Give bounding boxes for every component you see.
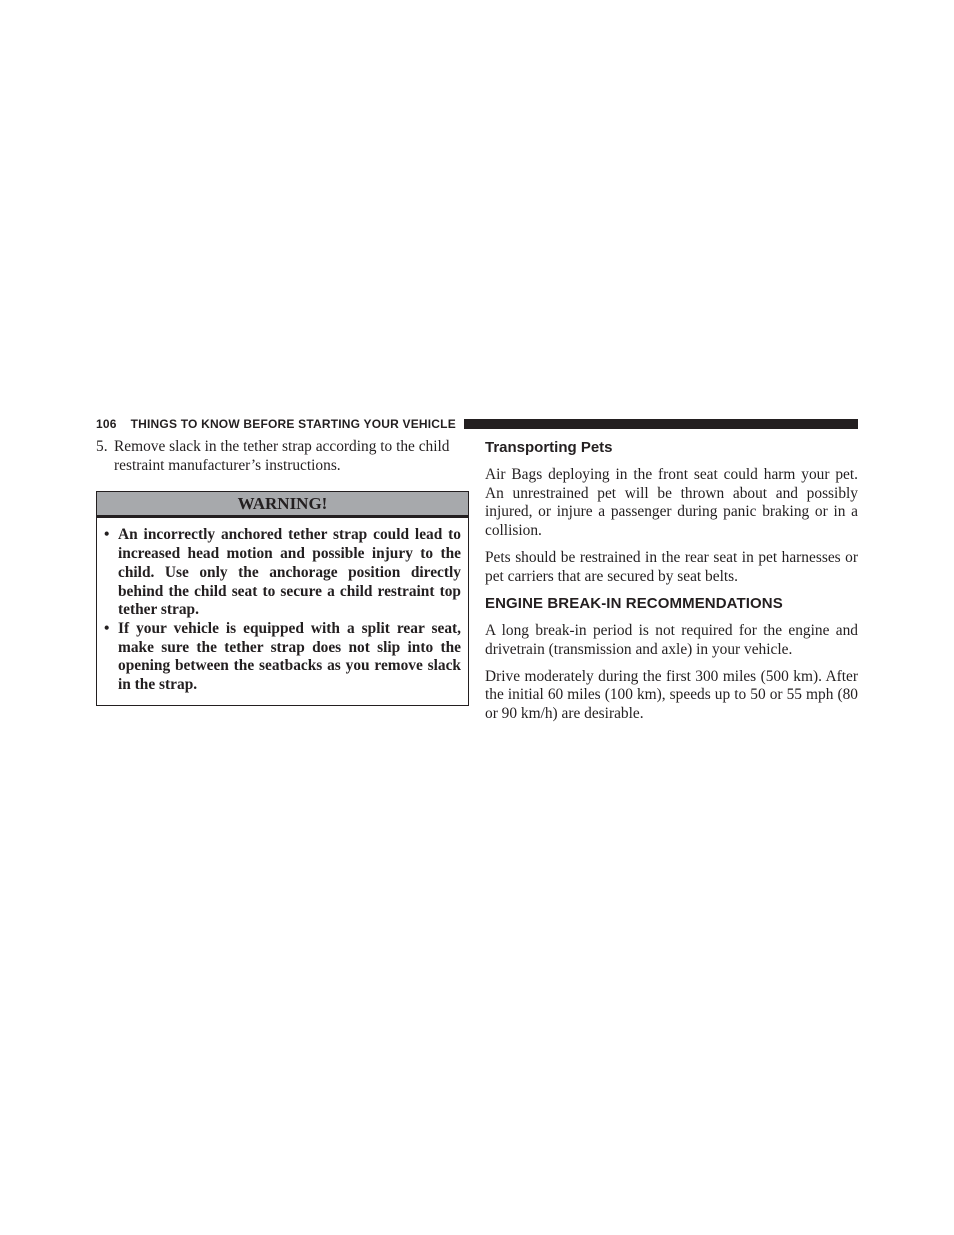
step-item: [96, 438, 469, 475]
warning-box: [96, 491, 469, 705]
page-header: [96, 416, 858, 432]
bullet-icon: •: [104, 526, 110, 544]
break-in-heading: ENGINE BREAK-IN RECOMMENDATIONS: [485, 595, 783, 613]
paragraph: A long break-in period is not required for the engine and drivetrain (transmission and axle) in your vehicle.: [485, 622, 858, 658]
warning-item-text: An incorrectly anchored tether strap could lead to increased head motion and possible injury to the child. Use only the anchorage position directly behind the child seat to secure a child restraint top tether strap.: [118, 526, 461, 619]
warning-item: [104, 526, 461, 620]
warning-list: [97, 518, 468, 704]
section-title: THINGS TO KNOW BEFORE STARTING YOUR VEHICLE: [130, 417, 456, 431]
left-column: [96, 438, 469, 706]
paragraph: Air Bags deploying in the front seat could harm your pet. An unrestrained pet will be thrown about and possibly injured, or injure a passenger during panic braking or in a collision.: [485, 466, 858, 540]
warning-title: WARNING!: [97, 492, 468, 518]
warning-item: [104, 620, 461, 695]
paragraph: Pets should be restrained in the rear seat in pet harnesses or pet carriers that are secured by seat belts.: [485, 548, 858, 585]
paragraph: Drive moderately during the first 300 miles (500 km). After the initial 60 miles (100 km), speeds up to 50 or 55 mph (80 or 90 km/h) are desirable.: [485, 667, 858, 723]
step-text: Remove slack in the tether strap according to the child restraint manufacturer’s instructions.: [114, 438, 450, 474]
page-number: 106: [96, 417, 117, 431]
transporting-pets-heading: Transporting Pets: [485, 439, 613, 456]
bullet-icon: •: [104, 619, 110, 637]
header-rule-bar: [464, 419, 858, 429]
right-column: [485, 438, 858, 732]
warning-item-text: If your vehicle is equipped with a split rear seat, make sure the tether strap does not slip into the opening between the seatbacks as you remove slack in the strap.: [118, 619, 461, 694]
step-number: 5.: [96, 438, 108, 455]
